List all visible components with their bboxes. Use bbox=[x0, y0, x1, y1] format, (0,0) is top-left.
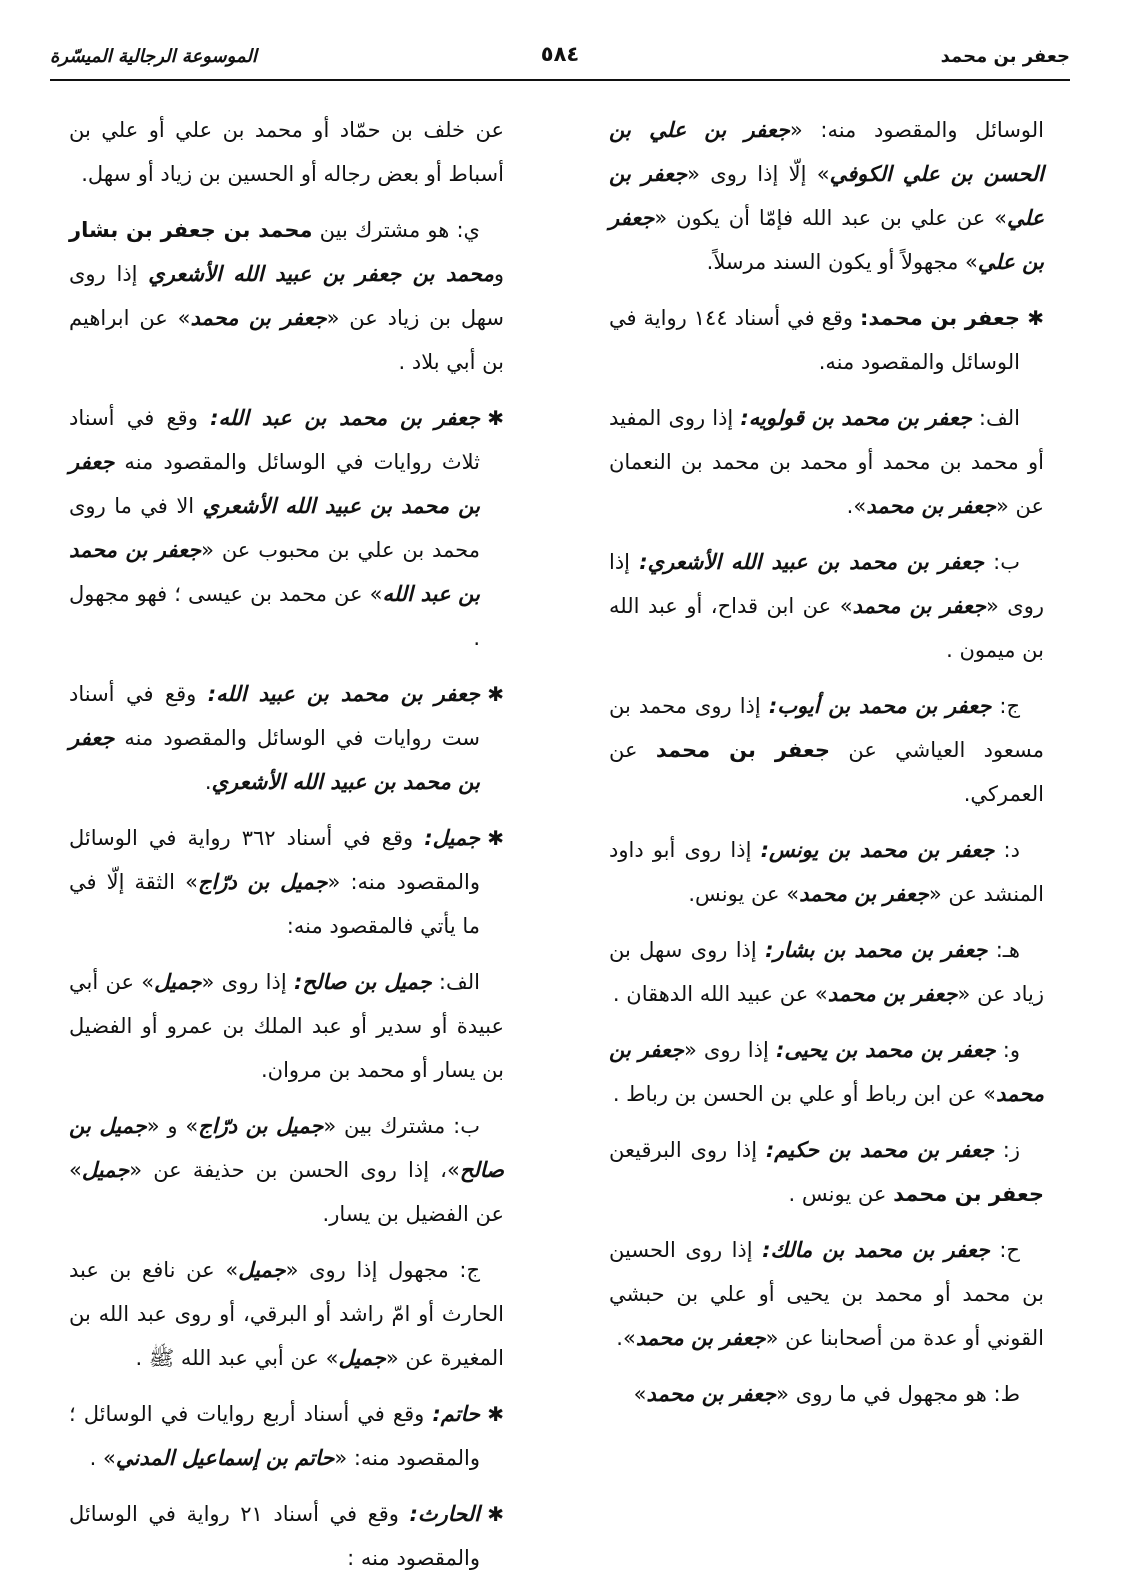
text-run: » عن محمد بن عيسى ؛ فهو مجهول . bbox=[69, 582, 480, 650]
name-emphasis: الحارث: bbox=[409, 1502, 480, 1526]
text-run: وقع في أسناد ثلاث روايات في الوسائل والمقصود منه bbox=[69, 406, 480, 474]
name-emphasis: جعفر بن محمد بن يحيى: bbox=[775, 1038, 996, 1062]
text-run: » عن عبيد الله الدهقان . bbox=[612, 982, 828, 1006]
name-emphasis: جعفر بن محمد bbox=[190, 306, 327, 330]
paragraph bbox=[609, 540, 1044, 672]
text-run: ز: bbox=[993, 1138, 1020, 1162]
name-emphasis: جعفر بن محمد بن مالك: bbox=[762, 1238, 990, 1262]
text-run: » عن أبي عبد الله ﷺ . bbox=[135, 1346, 339, 1370]
paragraph bbox=[609, 1028, 1044, 1116]
text-run: إذا روى محمد بن مسعود العياشي عن bbox=[609, 694, 1044, 762]
paragraph bbox=[69, 1248, 504, 1380]
text-run: إذا روى « bbox=[201, 970, 294, 994]
name-emphasis: جعفر بن محمد بن حكيم: bbox=[765, 1138, 994, 1162]
text-run: إذا روى أبو داود المنشد عن « bbox=[609, 838, 1044, 906]
name-emphasis: جميل بن درّاج bbox=[198, 1114, 324, 1138]
text-run: » مجهولاً أو يكون السند مرسلاً. bbox=[706, 250, 978, 274]
text-run: » عن يونس. bbox=[688, 882, 800, 906]
entry-star-icon: ✱ bbox=[1027, 306, 1044, 330]
text-run: » و « bbox=[146, 1114, 199, 1138]
name-emphasis: جعفر بن محمد بن عبد الله bbox=[69, 538, 480, 606]
text-run: وقع في أسناد ٢١ رواية في الوسائل والمقصود منه : bbox=[69, 1502, 480, 1570]
text-run: ب: مشترك بين « bbox=[323, 1114, 480, 1138]
name-emphasis: جعفر بن محمد bbox=[635, 1326, 766, 1350]
entry-paragraph bbox=[69, 816, 504, 948]
paragraph bbox=[609, 684, 1044, 816]
entry-star-icon: ✱ bbox=[487, 1402, 504, 1426]
text-run: ب: bbox=[983, 550, 1020, 574]
paragraph bbox=[69, 960, 504, 1092]
name-emphasis: جعفر بن محمد بن بشار: bbox=[765, 938, 988, 962]
paragraph bbox=[609, 1228, 1044, 1360]
name-emphasis: جميل bbox=[81, 1158, 130, 1182]
name-emphasis: جعفر بن محمد بن عبد الله: bbox=[210, 406, 480, 430]
text-run: إذا روى سهل بن زياد عن « bbox=[609, 938, 1044, 1006]
name-emphasis: جعفر بن علي bbox=[609, 206, 1044, 274]
text-run: ج: مجهول إذا روى « bbox=[285, 1258, 481, 1282]
text-run: . bbox=[204, 770, 212, 794]
name-emphasis: جعفر بن محمد: bbox=[860, 306, 1020, 330]
name-emphasis: جميل: bbox=[424, 826, 480, 850]
name-emphasis: جعفر بن محمد بن قولويه: bbox=[740, 406, 972, 430]
text-run: ط: هو مجهول في ما روى « bbox=[776, 1382, 1020, 1406]
text-run: » عن أبي عبيدة أو سدير أو عبد الملك بن عمرو أو الفضيل بن يسار أو محمد بن مروان. bbox=[69, 970, 504, 1082]
text-run: ح: bbox=[989, 1238, 1020, 1262]
text-run: ». bbox=[846, 494, 867, 518]
name-emphasis: جعفر بن محمد bbox=[852, 594, 986, 618]
text-run: و: bbox=[995, 1038, 1020, 1062]
entry-star-icon: ✱ bbox=[487, 826, 504, 850]
name-emphasis: جعفر بن محمد bbox=[893, 1182, 1044, 1206]
name-emphasis: جعفر بن محمد bbox=[646, 1382, 777, 1406]
text-run: » عن علي بن عبد الله فإمّا أن يكون « bbox=[654, 206, 1007, 230]
text-run: عن خلف بن حمّاد أو محمد بن علي أو علي بن أسباط أو بعض رجاله أو الحسين بن زياد أو سهل. bbox=[69, 118, 504, 186]
text-run: الوسائل والمقصود منه: « bbox=[789, 118, 1045, 142]
text-run: » عن الفضيل بن يسار. bbox=[69, 1158, 504, 1226]
entry-paragraph bbox=[69, 396, 504, 660]
text-run: الف: bbox=[971, 406, 1020, 430]
paragraph bbox=[609, 108, 1044, 284]
name-emphasis: جعفر بن محمد بن عبيد الله: bbox=[207, 682, 480, 706]
text-run: عن يونس . bbox=[788, 1182, 894, 1206]
name-emphasis: جعفر بن محمد بن عبيد الله الأشعري: bbox=[639, 550, 984, 574]
text-run: » . bbox=[89, 1446, 116, 1470]
name-emphasis: جميل بن صالح bbox=[69, 1114, 504, 1182]
text-run: ي: هو مشترك بين bbox=[312, 218, 480, 242]
name-emphasis: جميل بن درّاج bbox=[197, 870, 328, 894]
text-run: »، إذا روى الحسن بن حذيفة عن « bbox=[129, 1158, 460, 1182]
text-run: و bbox=[493, 262, 504, 286]
entry-paragraph bbox=[69, 1492, 504, 1580]
text-run: وقع في أسناد ١٤٤ رواية في الوسائل والمقصود منه. bbox=[609, 306, 1020, 374]
paragraph bbox=[609, 1128, 1044, 1216]
paragraph bbox=[609, 828, 1044, 916]
text-run: إذا روى سهل بن زياد عن « bbox=[69, 262, 505, 330]
name-emphasis: جميل بن صالح: bbox=[294, 970, 432, 994]
name-emphasis: حاتم: bbox=[432, 1402, 480, 1426]
text-run: » عن ابن قداح، أو عبد الله بن ميمون . bbox=[609, 594, 1044, 662]
text-run: ج: bbox=[991, 694, 1020, 718]
running-head-entry: جعفر بن محمد bbox=[940, 46, 1070, 67]
paragraph bbox=[69, 1104, 504, 1236]
paragraph bbox=[609, 1372, 1044, 1416]
paragraph bbox=[609, 396, 1044, 528]
right-column bbox=[609, 108, 1044, 1428]
text-run: إذا روى البرقيعن bbox=[609, 1138, 766, 1162]
name-emphasis: جميل bbox=[238, 1258, 286, 1282]
name-emphasis: محمد بن جعفر بن عبيد الله الأشعري bbox=[148, 262, 494, 286]
name-emphasis: جعفر بن محمد بن عبيد الله الأشعري bbox=[69, 726, 480, 794]
name-emphasis: جعفر بن محمد bbox=[799, 882, 929, 906]
running-head-book-title: الموسوعة الرجالية الميسّرة bbox=[50, 46, 257, 67]
name-emphasis: حاتم بن إسماعيل المدني bbox=[115, 1446, 335, 1470]
name-emphasis: محمد بن جعفر بن بشار bbox=[69, 218, 313, 242]
paragraph bbox=[69, 208, 504, 384]
text-run: إذا روى « bbox=[683, 1038, 776, 1062]
text-run: إذا روى « bbox=[609, 550, 1044, 618]
name-emphasis: جميل bbox=[154, 970, 202, 994]
name-emphasis: جعفر بن محمد بن أيوب: bbox=[768, 694, 992, 718]
text-run: إذا روى المفيد أو محمد بن محمد أو محمد بن محمد بن النعمان عن « bbox=[609, 406, 1044, 518]
header-rule bbox=[50, 79, 1070, 81]
text-run: عن العمركي. bbox=[609, 738, 1044, 806]
left-column bbox=[69, 108, 504, 1592]
text-run: » عن نافع بن عبد الحارث أو امّ راشد أو البرقي، أو روى عبد الله بن المغيرة عن « bbox=[69, 1258, 504, 1370]
name-emphasis: جعفر بن محمد bbox=[655, 738, 831, 762]
text-run: هـ: bbox=[987, 938, 1021, 962]
text-run: » عن ابن رباط أو علي بن الحسن بن رباط . bbox=[612, 1082, 997, 1106]
text-run: ». bbox=[616, 1326, 636, 1350]
entry-paragraph bbox=[69, 672, 504, 804]
text-run: » الثقة إلّا في ما يأتي فالمقصود منه: bbox=[69, 870, 480, 938]
text-run: وقع في أسناد ست روايات في الوسائل والمقصود منه bbox=[69, 682, 480, 750]
name-emphasis: جعفر بن محمد بن يونس: bbox=[760, 838, 995, 862]
page-header bbox=[50, 36, 1070, 74]
name-emphasis: جعفر بن علي بن الحسن بن علي الكوفي bbox=[609, 118, 1044, 186]
entry-paragraph bbox=[609, 296, 1044, 384]
name-emphasis: جميل bbox=[338, 1346, 386, 1370]
paragraph bbox=[69, 108, 504, 196]
text-run: وقع في أسناد أربع روايات في الوسائل ؛ والمقصود منه: « bbox=[69, 1402, 480, 1470]
entry-star-icon: ✱ bbox=[487, 1502, 504, 1526]
entry-paragraph bbox=[69, 1392, 504, 1480]
text-run: الف: bbox=[431, 970, 480, 994]
name-emphasis: جعفر بن محمد بن عبيد الله الأشعري bbox=[69, 450, 481, 518]
name-emphasis: جعفر بن علي bbox=[609, 162, 1044, 230]
text-run: إذا روى الحسين بن محمد أو محمد بن يحيى أو علي بن حبشي القوني أو عدة من أصحابنا عن « bbox=[609, 1238, 1044, 1350]
text-run: الا في ما روى محمد بن علي بن محبوب عن « bbox=[69, 494, 480, 562]
name-emphasis: جعفر بن محمد bbox=[866, 494, 996, 518]
text-run: وقع في أسناد ٣٦٢ رواية في الوسائل والمقصود منه: « bbox=[69, 826, 481, 894]
text-run: » bbox=[633, 1382, 647, 1406]
name-emphasis: جعفر بن محمد bbox=[827, 982, 958, 1006]
text-run: د: bbox=[994, 838, 1020, 862]
entry-star-icon: ✱ bbox=[487, 406, 504, 430]
name-emphasis: جعفر بن محمد bbox=[609, 1038, 1044, 1106]
paragraph bbox=[609, 928, 1044, 1016]
text-run: » عن ابراهيم بن أبي بلاد . bbox=[69, 306, 504, 374]
entry-star-icon: ✱ bbox=[487, 682, 504, 706]
page-number: ٥٨٤ bbox=[540, 42, 580, 66]
text-run: » إلّا إذا روى « bbox=[687, 162, 830, 186]
